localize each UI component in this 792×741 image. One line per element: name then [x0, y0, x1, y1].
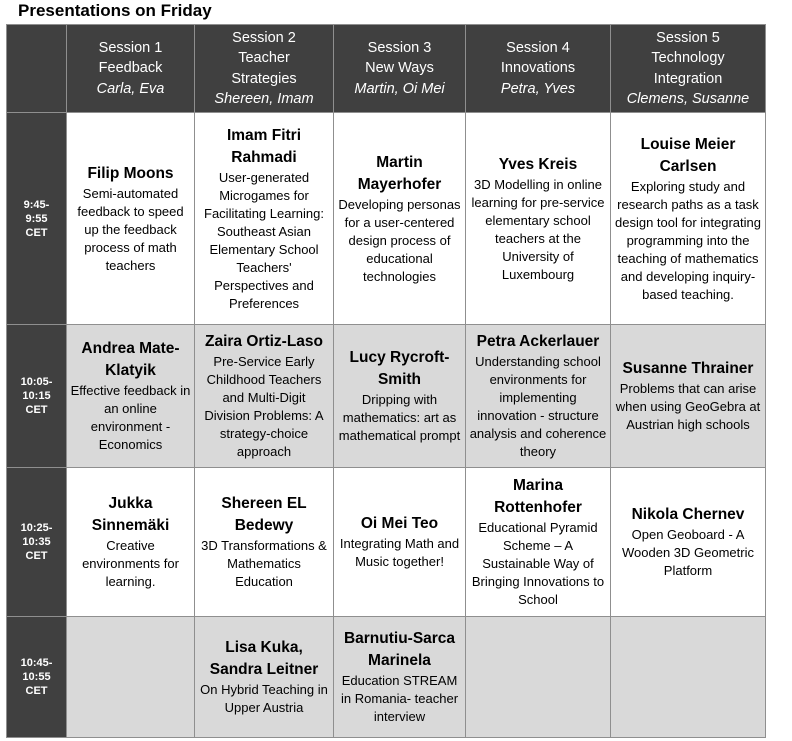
talk-title: Semi-automated feedback to speed up the feedback process of math teachers	[77, 185, 184, 273]
session-presenters: Petra, Yves	[500, 80, 576, 97]
time-slot-row	[7, 617, 766, 738]
session-theme: New Ways	[365, 60, 434, 77]
talk-title: Effective feedback in an online environment - Economics	[70, 383, 191, 452]
session-label: Session 3	[367, 39, 432, 56]
session-presenters: Shereen, Imam	[214, 91, 314, 107]
talk-cell	[334, 325, 466, 468]
talk-title: 3D Modelling in online learning for pre-service elementary school teachers at the University of Luxembourg	[471, 176, 605, 282]
talk-cell	[334, 113, 466, 325]
session-label: Session 2	[232, 29, 296, 46]
time-slot-row	[7, 325, 766, 468]
time-slot-row	[7, 113, 766, 325]
talk-title: Problems that can arise when using GeoGebra at Austrian high schools	[615, 381, 761, 432]
speaker-name: Jukka Sinnemäki	[91, 495, 170, 534]
time-slot-label	[7, 468, 67, 617]
time-zone: CET	[25, 404, 48, 416]
session-presenters: Carla, Eva	[96, 80, 165, 97]
session-theme: Technology Integration	[651, 50, 725, 87]
talk-cell	[611, 113, 766, 325]
empty-cell	[466, 617, 611, 738]
time-start: 9:45-	[23, 198, 50, 211]
schedule-table	[6, 24, 766, 738]
time-column-header	[7, 25, 67, 113]
speaker-name: Barnutiu-Sarca Marinela	[343, 630, 456, 669]
page-title: Presentations on Friday	[18, 1, 212, 20]
time-slot-label	[7, 617, 67, 738]
time-zone: CET	[25, 685, 48, 697]
talk-cell	[466, 468, 611, 617]
speaker-name: Yves Kreis	[498, 155, 578, 173]
session-presenters: Clemens, Susanne	[626, 91, 750, 107]
talk-title: Integrating Math and Music together!	[339, 536, 460, 569]
talk-title: On Hybrid Teaching in Upper Austria	[200, 682, 328, 715]
session-header	[334, 25, 466, 113]
session-label: Session 5	[656, 29, 720, 46]
talk-cell	[67, 468, 195, 617]
talk-title: 3D Transformations & Mathematics Education	[201, 538, 327, 589]
time-slot-row	[7, 468, 766, 617]
talk-cell	[195, 325, 334, 468]
speaker-name: Andrea Mate-Klatyik	[81, 340, 180, 379]
talk-title: Dripping with mathematics: art as mathematical prompt	[338, 392, 461, 443]
session-presenters: Martin, Oi Mei	[354, 80, 445, 97]
empty-cell	[611, 617, 766, 738]
talk-title: Education STREAM in Romania- teacher interview	[340, 673, 459, 724]
talk-title: Pre-Service Early Childhood Teachers and Multi-Digit Division Problems: A strategy-choice approach	[204, 354, 324, 459]
header-row	[7, 25, 766, 113]
time-end: 9:55	[25, 212, 48, 225]
talk-cell	[611, 325, 766, 468]
time-start: 10:05-	[20, 376, 53, 388]
talk-title: Developing personas for a user-centered design process of educational technologies	[338, 196, 461, 284]
speaker-name: Martin Mayerhofer	[357, 153, 442, 193]
session-header	[67, 25, 195, 113]
speaker-name: Imam Fitri Rahmadi	[226, 126, 302, 166]
time-end: 10:35	[22, 536, 51, 548]
talk-title: Understanding school environments for implementing innovation - structure analysis and coherence theory	[469, 354, 607, 459]
talk-cell	[466, 325, 611, 468]
speaker-name: Zaira Ortiz-Laso	[205, 333, 323, 350]
talk-cell	[195, 113, 334, 325]
talk-cell	[334, 468, 466, 617]
session-theme: Innovations	[500, 60, 576, 77]
talk-cell	[611, 468, 766, 617]
session-label: Session 4	[506, 39, 570, 56]
speaker-name: Louise Meier Carlsen	[640, 135, 736, 175]
time-end: 10:15	[22, 390, 51, 402]
session-header	[611, 25, 766, 113]
session-theme: Feedback	[98, 60, 163, 77]
speaker-name: Marina Rottenhofer	[494, 477, 582, 516]
talk-title: Creative environments for learning.	[82, 538, 179, 589]
talk-cell	[334, 617, 466, 738]
talk-cell	[67, 325, 195, 468]
time-zone: CET	[25, 226, 48, 239]
talk-cell	[67, 113, 195, 325]
empty-cell	[67, 617, 195, 738]
speaker-name: Filip Moons	[87, 164, 174, 182]
time-zone: CET	[25, 550, 48, 562]
speaker-name: Oi Mei Teo	[360, 515, 439, 532]
session-header	[195, 25, 334, 113]
time-end: 10:55	[22, 671, 51, 683]
talk-cell	[466, 113, 611, 325]
time-start: 10:25-	[20, 522, 53, 534]
session-header	[466, 25, 611, 113]
session-theme: Teacher Strategies	[231, 50, 297, 87]
session-label: Session 1	[98, 39, 163, 56]
speaker-name: Lisa Kuka, Sandra Leitner	[209, 639, 319, 678]
speaker-name: Susanne Thrainer	[622, 360, 754, 377]
talk-title: Exploring study and research paths as a task design tool for integrating programming into the teaching of mathematics and developing inquiry-based teaching.	[615, 178, 761, 302]
speaker-name: Shereen EL Bedewy	[221, 495, 307, 534]
speaker-name: Petra Ackerlauer	[476, 333, 600, 350]
talk-cell	[195, 617, 334, 738]
speaker-name: Lucy Rycroft-Smith	[349, 349, 450, 388]
talk-title: User-generated Microgames for Facilitating Learning: Southeast Asian Elementary School Teachers' Perspectives and Preferences	[204, 169, 324, 311]
talk-title: Open Geoboard - A Wooden 3D Geometric Platform	[622, 527, 754, 578]
time-slot-label	[7, 325, 67, 468]
time-slot-label	[7, 113, 67, 325]
talk-title: Educational Pyramid Scheme – A Sustainable Way of Bringing Innovations to School	[471, 520, 605, 607]
time-start: 10:45-	[20, 657, 53, 669]
talk-cell	[195, 468, 334, 617]
speaker-name: Nikola Chernev	[631, 506, 745, 523]
